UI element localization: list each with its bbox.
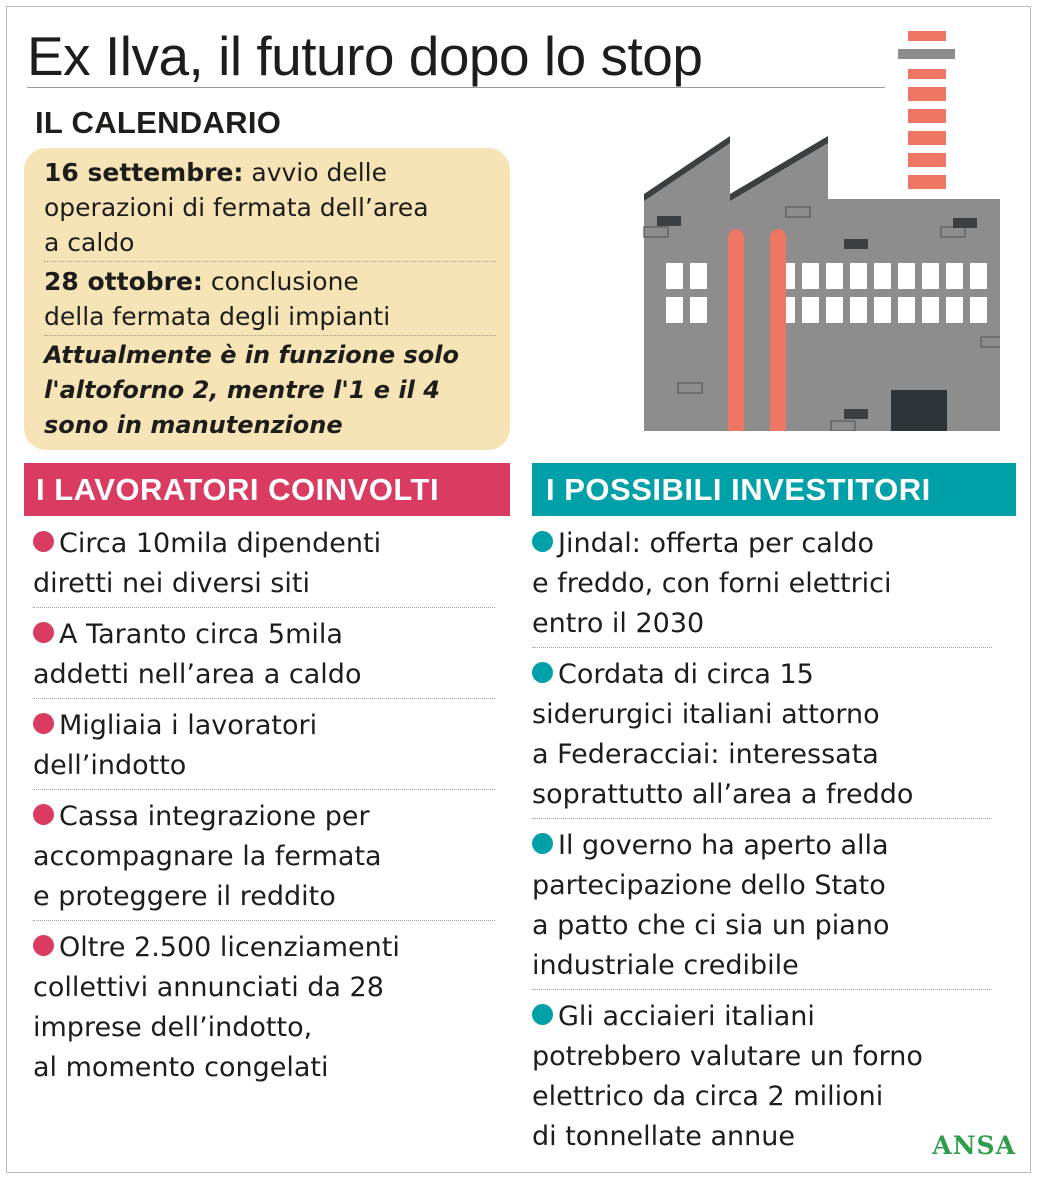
list-item [33, 706, 495, 790]
factory-icon [635, 31, 1000, 431]
list-item-line: imprese dell’indotto, [33, 1012, 313, 1043]
list-item [33, 797, 495, 921]
calendar-text: operazioni di fermata dell’area [44, 193, 429, 222]
calendar-text: avvio delle [243, 158, 387, 187]
workers-list [33, 524, 495, 1098]
list-item-line: di tonnellate annue [532, 1121, 795, 1152]
pipe [770, 229, 786, 431]
list-item-line: addetti nell’area a caldo [33, 659, 362, 690]
bullet-dot [33, 622, 54, 643]
bullet-dot [532, 1004, 553, 1025]
list-item-line: entro il 2030 [532, 608, 705, 639]
chimney-cap [898, 49, 955, 59]
list-item-line: a patto che ci sia un piano [532, 910, 890, 941]
bullet-dot [532, 531, 553, 552]
investors-heading: I POSSIBILI INVESTITORI [532, 463, 1016, 516]
bullet-dot [33, 713, 54, 734]
pipe [728, 229, 744, 431]
list-item [532, 655, 992, 819]
calendar-text: conclusione [202, 267, 359, 296]
ansa-logo: ANSA [932, 1131, 1016, 1160]
list-item-line: siderurgici italiani attorno [532, 699, 880, 730]
list-item-line: accompagnare la fermata [33, 841, 382, 872]
workers-heading: I LAVORATORI COINVOLTI [24, 463, 510, 516]
list-item-line: Circa 10mila dipendenti [59, 528, 382, 559]
bullet-dot [532, 833, 553, 854]
bullet-dot [532, 662, 553, 683]
list-item-line: dell’indotto [33, 750, 187, 781]
calendar-date: 28 ottobre: [44, 267, 203, 296]
list-item-line: Cordata di circa 15 [558, 659, 814, 690]
list-item-line: potrebbero valutare un forno [532, 1041, 923, 1072]
list-item-line: a Federacciai: interessata [532, 739, 879, 770]
list-item-line: elettrico da circa 2 milioni [532, 1081, 884, 1112]
list-item-line: A Taranto circa 5mila [59, 619, 343, 650]
list-item [33, 928, 495, 1091]
bullet-dot [33, 531, 54, 552]
list-item-line: Oltre 2.500 licenziamenti [59, 932, 400, 963]
calendar-note-line: Attualmente è in funzione solo [44, 341, 459, 369]
calendar-box [24, 148, 510, 450]
bullet-dot [33, 804, 54, 825]
list-item-line: soprattutto all’area a freddo [532, 779, 914, 810]
calendar-heading: IL CALENDARIO [35, 105, 282, 140]
list-item [532, 826, 992, 990]
calendar-text: a caldo [44, 228, 135, 257]
list-item-line: Jindal: offerta per caldo [558, 528, 874, 559]
list-item-line: Cassa integrazione per [59, 801, 370, 832]
list-item-line: industriale credibile [532, 950, 799, 981]
list-item-line: Gli acciaieri italiani [558, 1001, 815, 1032]
calendar-text: della fermata degli impianti [44, 302, 391, 331]
page-title: Ex Ilva, il futuro dopo lo stop [27, 25, 703, 87]
investors-list [532, 524, 992, 1167]
list-item-line: e freddo, con forni elettrici [532, 568, 892, 599]
list-item-line: partecipazione dello Stato [532, 870, 886, 901]
calendar-note [44, 338, 496, 444]
calendar-note-line: l'altoforno 2, mentre l'1 e il 4 [44, 376, 440, 404]
list-item-line: Migliaia i lavoratori [59, 710, 318, 741]
list-item [33, 615, 495, 699]
infographic-frame [6, 6, 1031, 1173]
list-item [33, 524, 495, 608]
factory-door [891, 390, 947, 431]
list-item-line: Il governo ha aperto alla [558, 830, 889, 861]
calendar-note-line: sono in manutenzione [44, 411, 343, 439]
calendar-item [44, 155, 496, 262]
list-item-line: al momento congelati [33, 1052, 329, 1083]
calendar-item [44, 264, 496, 336]
bullet-dot [33, 935, 54, 956]
list-item-line: e proteggere il reddito [33, 881, 336, 912]
list-item-line: diretti nei diversi siti [33, 568, 310, 599]
list-item-line: collettivi annunciati da 28 [33, 972, 384, 1003]
calendar-date: 16 settembre: [44, 158, 244, 187]
list-item [532, 524, 992, 648]
list-item [532, 997, 992, 1160]
